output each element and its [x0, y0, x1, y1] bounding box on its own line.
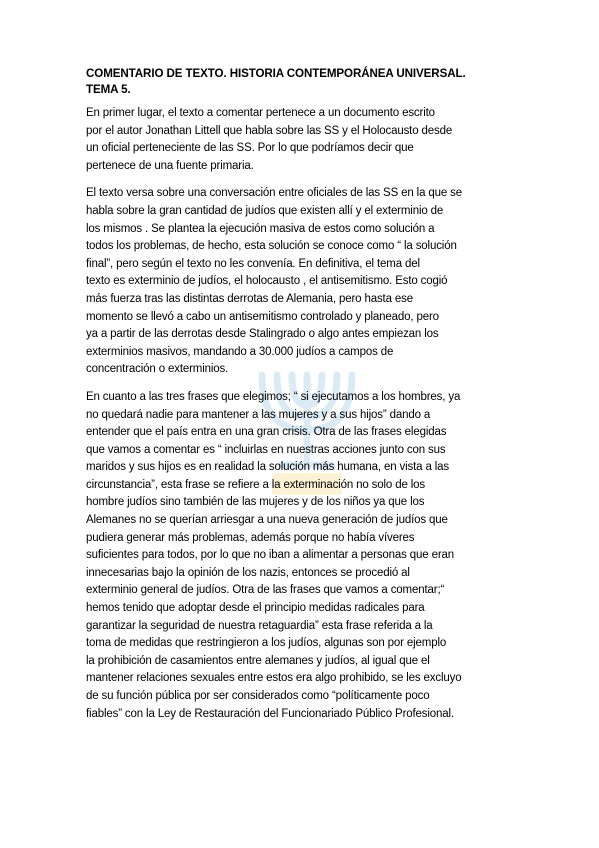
title-line: TEMA 5. — [86, 83, 131, 96]
text-line: El texto versa sobre una conversación entre oficiales de las SS en la que se — [86, 187, 462, 200]
text-line: no quedará nadie para mantener a las mujeres y a sus hijos” dando a — [86, 408, 431, 421]
text-line: la prohibición de casamientos entre alemanes y judíos, al igual que el — [86, 654, 430, 667]
text-line: final”, pero según el texto no les convenía. En definitiva, el tema del — [86, 257, 420, 270]
text-line: En primer lugar, el texto a comentar pertenece a un documento escrito — [86, 107, 435, 119]
title-line: COMENTARIO DE TEXTO. HISTORIA CONTEMPORÁNEA UNIVERSAL. — [86, 67, 466, 80]
text-line: pudiera generar más problemas, además porque no había víveres — [86, 531, 415, 544]
document-body — [86, 66, 518, 733]
paragraph-phrases — [86, 389, 518, 723]
text-line: entender que el país entra en una gran crisis. Otra de las frases elegidas — [86, 426, 447, 439]
text-line: los mismos . Se plantea la ejecución masiva de estos como solución a — [86, 222, 435, 235]
text-line: En cuanto a las tres frases que elegimos; “ si ejecutamos a los hombres, ya — [86, 390, 461, 403]
text-line: texto es exterminio de judíos, el holocausto , el antisemitismo. Esto cogió — [86, 275, 448, 288]
text-line: garantizar la seguridad de nuestra retaguardia” esta frase referida a la — [86, 619, 433, 632]
text-line: maridos y sus hijos es en realidad la solución más humana, en vista a las — [86, 461, 449, 474]
text-line: circunstancia”, esta frase se refiere a la exterminación no solo de los — [86, 478, 425, 491]
document-title — [86, 66, 518, 98]
text-line: hemos tenido que adoptar desde el principio medidas radicales para — [86, 602, 425, 615]
text-line: ya a partir de las derrotas desde Stalingrado o algo antes empiezan los — [86, 328, 439, 341]
text-line: un oficial perteneciente de las SS. Por lo que podríamos decir que — [86, 142, 414, 155]
text-line: suficientes para todos, por lo que no iban a alimentar a personas que eran — [86, 549, 455, 562]
text-line: mantener relaciones sexuales entre estos era algo prohibido, se les excluyo — [86, 672, 462, 685]
text-line: exterminio general de judíos. Otra de las frases que vamos a comentar;“ — [86, 584, 445, 597]
text-line: concentración o exterminios. — [86, 363, 229, 376]
text-line: momento se llevó a cabo un antisemitismo controlado y planeado, pero — [86, 310, 439, 323]
text-line: toma de medidas que restringieron a los judíos, algunas son por ejemplo — [86, 637, 447, 650]
paragraph-introduction — [86, 105, 518, 175]
text-line: todos los problemas, de hecho, esta solución se conoce como “ la solución — [86, 240, 457, 253]
text-line: hombre judíos sino también de las mujeres y de los niños ya que los — [86, 496, 425, 509]
text-line: Alemanes no se querían arriesgar a una nueva generación de judíos que — [86, 514, 448, 527]
text-line: que vamos a comentar es “ incluirlas en nuestras acciones junto con sus — [86, 443, 446, 456]
text-line: de su función pública por ser considerados como “políticamente poco — [86, 690, 430, 702]
text-line: pertenece de una fuente primaria. — [86, 159, 254, 172]
text-line: habla sobre la gran cantidad de judíos que existen allí y el exterminio de — [86, 204, 444, 217]
text-line: fiables” con la Ley de Restauración del Funcionariado Público Profesional. — [86, 707, 454, 720]
text-line: exterminios masivos, mandando a 30.000 judíos a campos de — [86, 345, 394, 358]
text-line: innecesarias bajo la opinión de los nazis, entonces se procedió al — [86, 566, 410, 579]
paragraph-theme — [86, 185, 518, 379]
text-line: por el autor Jonathan Littell que habla sobre las SS y el Holocausto desde — [86, 124, 453, 137]
text-line: más fuerza tras las distintas derrotas de Alemania, pero hasta ese — [86, 292, 413, 305]
